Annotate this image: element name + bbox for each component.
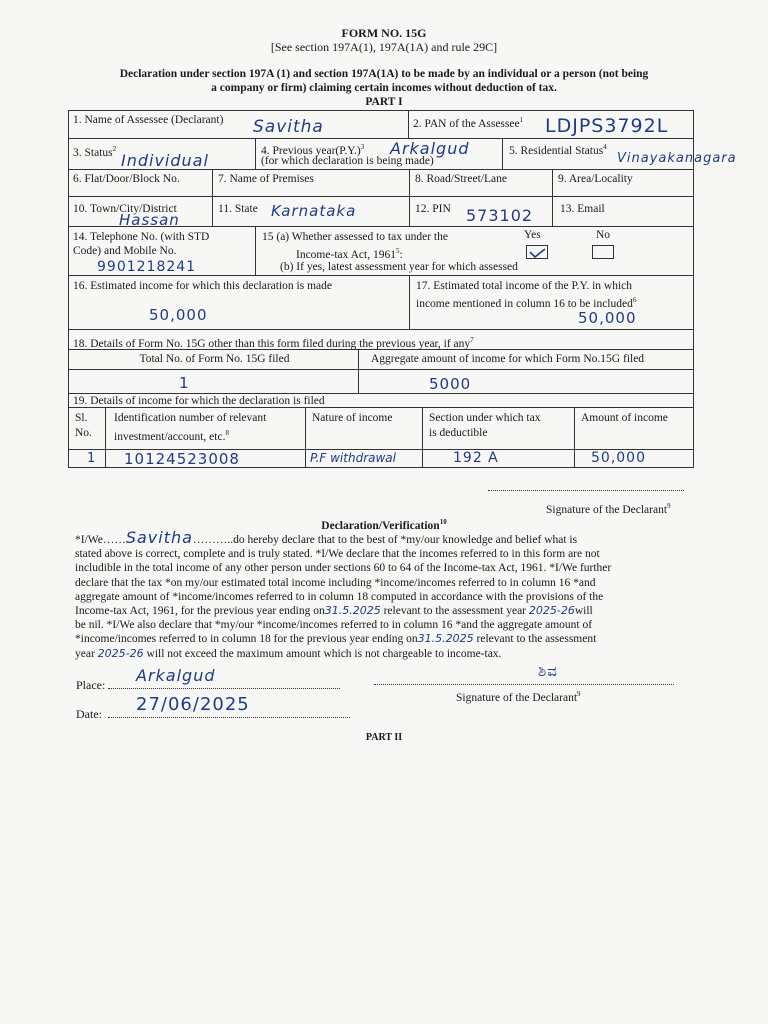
label-residential-status: 5. Residential Status [509, 144, 604, 157]
verification-name: Savitha [125, 528, 193, 547]
field-12-cell [409, 196, 553, 227]
value-forms-filed: 1 [179, 374, 190, 392]
label-previous-year-sub: (for which declaration is being made) [261, 155, 434, 167]
label-email: 13. Email [560, 203, 605, 215]
value-town: Hassan [119, 211, 180, 229]
see-section: [See section 197A(1), 197A(1A) and rule 29C] [270, 40, 498, 54]
label-section-2: is deductible [429, 427, 488, 439]
label-assessed-a: 15 (a) Whether assessed to tax under the [262, 231, 448, 243]
label-premises: 7. Name of Premises [218, 173, 314, 185]
value-total-income: 50,000 [578, 309, 637, 327]
col-sl-header [68, 407, 106, 450]
field-10-cell [68, 196, 213, 227]
field-14-cell [68, 226, 256, 276]
field-3-cell: 3. Status$^2$ Individual [68, 138, 256, 170]
label-flat: 6. Flat/Door/Block No. [73, 173, 180, 185]
field-2-cell: 2. PAN of the Assessee$^1$ LDJPS3792L [408, 110, 694, 139]
signature-line-1 [488, 490, 684, 491]
value-row-amount: 50,000 [591, 450, 646, 466]
label-area: 9. Area/Locality [558, 173, 633, 185]
value-name: Savitha [253, 117, 324, 137]
label-status: 3. Status [73, 146, 113, 159]
table-row-section [422, 449, 575, 468]
field-1-cell [68, 110, 409, 139]
col-section-header [422, 407, 575, 450]
value-row-section: 192 A [453, 450, 499, 466]
label-assessed-b: (b) If yes, latest assessment year for which assessed [280, 261, 518, 273]
label-aggregate: Aggregate amount of income for which Form No.15G filed [371, 353, 645, 365]
value-previous-year: Arkalgud [390, 139, 470, 158]
declaration-heading-1: Declaration under section 197A (1) and section 197A(1A) to be made by an individual or a person (not being [119, 68, 649, 80]
col-amount-header [574, 407, 694, 450]
value-estimated-income: 50,000 [149, 306, 208, 324]
value-status: Individual [121, 151, 209, 170]
value-row-nature: P.F withdrawal [310, 451, 396, 465]
label-income-details: 19. Details of income for which the declaration is filed [73, 395, 325, 407]
value-telephone: 9901218241 [97, 259, 197, 275]
field-17-cell: 17. Estimated total income of the P.Y. in which income mentioned in column 16 to be included$^6$ 50,000 [409, 275, 694, 330]
label-total-income-1: 17. Estimated total income of the P.Y. in which [416, 280, 633, 292]
label-sl: Sl. [75, 412, 88, 424]
table-row-sl [68, 449, 106, 468]
checkmark-icon [527, 247, 547, 259]
label-town: 10. Town/City/District [73, 203, 177, 215]
part-2-heading: PART II [365, 732, 403, 743]
col-id-header: Identification number of relevant investment/account, etc.$^8$ [105, 407, 306, 450]
label-pin: 12. PIN [415, 203, 451, 215]
value-row-id: 10124523008 [124, 450, 240, 468]
value-pan: LDJPS3792L [545, 115, 669, 137]
date-value: 27/06/2025 [136, 694, 250, 715]
label-assessed-a2: Income-tax Act, 1961 [296, 248, 396, 261]
label-road: 8. Road/Street/Lane [415, 173, 507, 185]
label-telephone-2: Code) and Mobile No. [73, 245, 177, 257]
field-8-cell [409, 169, 553, 197]
label-telephone-1: 14. Telephone No. (with STD [73, 231, 210, 243]
place-label: Place: [76, 678, 106, 692]
label-estimated-income: 16. Estimated income for which this declaration is made [73, 280, 332, 292]
label-previous-year: 4. Previous year(P.Y.) [261, 144, 361, 157]
field-5-cell: 5. Residential Status$^4$ Vinayakanagara [502, 138, 694, 170]
verification-title: Declaration/Verification$^{10}$ [321, 518, 447, 532]
value-state: Karnataka [271, 202, 357, 220]
label-no: No [596, 229, 611, 241]
col-nature-header [305, 407, 423, 450]
signature-label-1: Signature of the Declarant$^9$ [546, 502, 671, 516]
label-name: 1. Name of Assessee (Declarant) [73, 114, 224, 126]
label-identification-2: investment/account, etc. [114, 430, 226, 443]
verification-body: *I/We……Savitha………..do hereby declare that to the best of *my/our knowledge and belief what is stated above is correct, complete and is truly stated. *I/We declare that the incomes referred to in this form are not includible in the total income of any other person under sections 60 to 64 of the Income-tax Act, 1961. *I/We further declare that the tax *on my/our estimated total income including *income/incomes referred to in column 16 *and aggregate amount of *income/incomes referred to in column 18 computed in accordance with the provisions of the Income-tax Act, 1961, for the previous year ending on31.5.2025 relevant to the assessment year 2025-26will be nil. *I/We also declare that *my/our *income/incomes referred to in column 16 *and the aggregate amount of *income/incomes referred to in column 18 for the previous year ending on31.5.2025 relevant to the assessment year 2025-26 will not exceed the maximum amount which is not chargeable to income-tax. [75, 528, 612, 660]
field-4-cell: 4. Previous $year(P.Y.)^3$ (for which declaration is being made) Arkalgud [255, 138, 503, 170]
label-yes: Yes [524, 229, 541, 241]
value-row-sl: 1 [87, 451, 97, 466]
place-value: Arkalgud [136, 666, 216, 685]
field-15-cell: 15 (a) Whether assessed to tax under the Income-tax Act, 1961$^5$: Yes No (b) If yes, latest assessment year for which assessed [255, 226, 694, 276]
value-pin: 573102 [466, 206, 534, 225]
signature-line-2 [374, 684, 674, 685]
label-other-forms: 18. Details of Form No. 15G other than this form filed during the previous year, if any [73, 337, 471, 350]
value-residential-status: Vinayakanagara [617, 151, 737, 166]
declaration-heading-2: a company or firm) claiming certain incomes without deduction of tax. [211, 82, 557, 94]
label-total-forms: Total No. of Form No. 15G filed [139, 353, 290, 365]
signature-mark: ಶಿವ [538, 662, 558, 680]
signature-label-2: Signature of the Declarant$^9$ [456, 690, 581, 704]
date-line [108, 717, 350, 718]
date-label: Date: [76, 707, 102, 721]
label-nature: Nature of income [312, 412, 393, 424]
field-6-cell [68, 169, 213, 197]
label-amount: Amount of income [581, 412, 668, 424]
field-16-cell [68, 275, 410, 330]
label-state: 11. State [218, 203, 258, 215]
field-7-cell [212, 169, 410, 197]
field-18-cell: 18. Details of Form No. 15G other than this form filed during the previous year, if any$^7$ [68, 329, 694, 350]
label-identification: Identification number of relevant [114, 412, 267, 424]
table-row-id [105, 449, 306, 468]
table-row-amount [574, 449, 694, 468]
field-11-cell [212, 196, 410, 227]
checkbox-yes[interactable] [526, 245, 548, 259]
part-1-heading: PART I [365, 96, 403, 108]
aggregate-header [358, 349, 694, 370]
place-line [108, 688, 340, 689]
label-pan: 2. PAN of the Assessee [413, 117, 520, 130]
label-total-income-2: income mentioned in column 16 to be included [416, 297, 633, 310]
field-13-cell [552, 196, 694, 227]
forms-filed-value-cell [68, 369, 359, 394]
label-section: Section under which tax [429, 412, 541, 424]
checkbox-no[interactable] [592, 245, 614, 259]
table-row-nature [305, 449, 423, 468]
forms-filed-header [68, 349, 359, 370]
aggregate-value-cell [358, 369, 694, 394]
field-19-cell [68, 393, 694, 408]
label-no: No. [75, 427, 92, 439]
form-number: FORM NO. 15G [341, 26, 427, 40]
field-9-cell [552, 169, 694, 197]
value-aggregate: 5000 [429, 375, 472, 393]
